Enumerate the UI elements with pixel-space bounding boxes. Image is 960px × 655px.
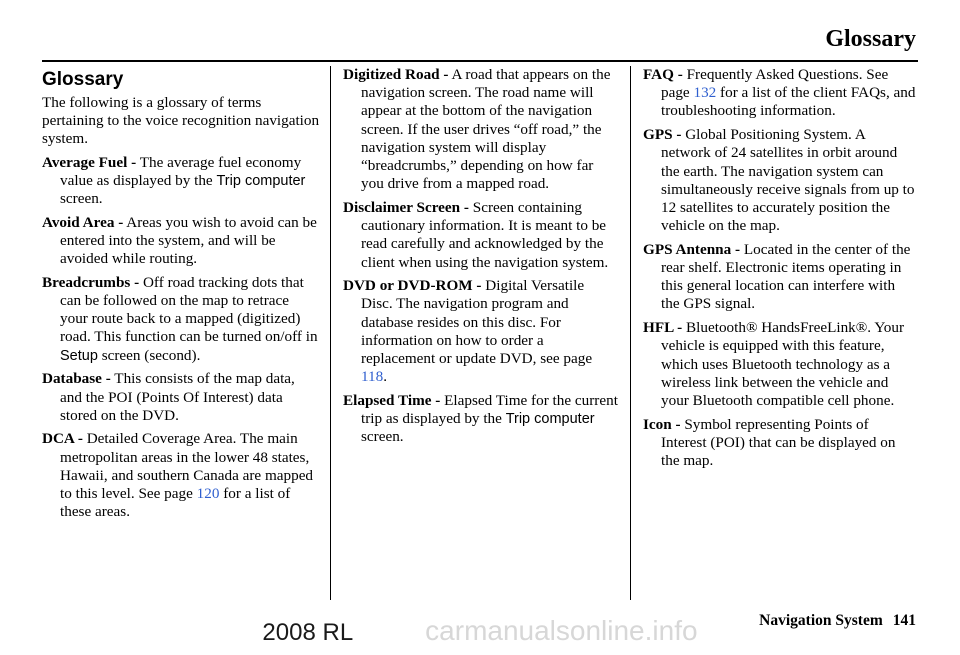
definition: This consists of the map data, and the POI (Points Of Interest) data stored on the DVD. xyxy=(60,370,295,424)
term: DVD or DVD-ROM - xyxy=(343,277,482,295)
page-link[interactable]: 120 xyxy=(196,485,220,503)
definition: A road that appears on the navigation screen. The road name will appear at the bottom of the navigation screen. If the user drives “off road,” the navigation system will display “breadcrumbs,” depending on how far you drive from a mapped road. xyxy=(361,66,611,193)
glossary-entry-faq xyxy=(643,66,917,121)
term: GPS Antenna - xyxy=(643,240,741,258)
watermark-site: carmanualsonline.info xyxy=(425,615,698,646)
definition: screen. xyxy=(60,190,103,208)
definition: The average fuel economy value as displayed by the xyxy=(60,153,302,189)
term: Disclaimer Screen - xyxy=(343,198,469,216)
definition: for a list of these areas. xyxy=(60,485,291,521)
definition: Detailed Coverage Area. The main metropolitan areas in the lower 48 states, Hawaii, and southern Canada are mapped to this level. See page xyxy=(60,430,314,503)
intro-text: The following is a glossary of terms pertaining to the voice recognition navigation system. xyxy=(42,94,320,148)
glossary-entry-hfl xyxy=(643,319,917,410)
term: GPS - xyxy=(643,126,682,144)
column-3 xyxy=(643,66,917,476)
ui-screen-name: Trip computer xyxy=(216,172,306,189)
term: Icon - xyxy=(643,415,681,433)
column-2 xyxy=(343,66,619,452)
glossary-entry-dvd xyxy=(343,277,619,386)
definition: . xyxy=(383,368,388,386)
term: Elapsed Time - xyxy=(343,391,441,409)
definition: Digital Versatile Disc. The navigation program and database resides on this disc. For information on how to order a replacement or update DVD, see page xyxy=(361,277,593,368)
page-link[interactable]: 132 xyxy=(693,84,717,102)
glossary-entry-avoid-area xyxy=(42,214,320,269)
term: Database - xyxy=(42,370,111,388)
glossary-entry-elapsed-time xyxy=(343,392,619,447)
page-title: Glossary xyxy=(825,26,916,52)
page-link[interactable]: 118 xyxy=(361,368,384,386)
definition: Global Positioning System. A network of 24 satellites in orbit around the earth. The navigation system can simultaneously receive signals from up to 12 satellites to accurately position the vehicle on the map. xyxy=(661,126,915,235)
glossary-entry-dca xyxy=(42,430,320,521)
definition: for a list of the client FAQs, and troubleshooting information. xyxy=(661,84,916,120)
glossary-entry-icon xyxy=(643,416,917,471)
column-divider xyxy=(630,66,631,600)
header-rule xyxy=(42,60,918,62)
definition: screen (second). xyxy=(101,346,201,364)
glossary-entry-gps xyxy=(643,126,917,235)
glossary-entry-gps-antenna xyxy=(643,241,917,314)
definition: Located in the center of the rear shelf. Electronic items operating in this general location can interfere with the GPS signal. xyxy=(661,240,911,313)
glossary-entry-average-fuel xyxy=(42,154,320,209)
definition: Elapsed Time for the current trip as displayed by the xyxy=(361,391,618,428)
term: Breadcrumbs - xyxy=(42,273,140,291)
page-number: 141 xyxy=(892,612,916,629)
term: Avoid Area - xyxy=(42,213,124,231)
term: Digitized Road - xyxy=(343,66,449,83)
footer-label: Navigation System xyxy=(759,612,883,629)
definition: Frequently Asked Questions. See page xyxy=(661,66,889,102)
glossary-entry-breadcrumbs xyxy=(42,274,320,365)
watermark xyxy=(0,615,960,647)
term: Average Fuel - xyxy=(42,153,137,171)
section-title: Glossary xyxy=(42,69,124,90)
ui-screen-name: Setup xyxy=(60,347,98,364)
definition: Screen containing cautionary information. It is meant to be read carefully and acknowledged by the client when using the navigation system. xyxy=(361,198,609,271)
definition: Off road tracking dots that can be followed on the map to retrace your route back to a mapped (digitized) road. This function can be turned on/off in xyxy=(60,273,318,346)
definition: Areas you wish to avoid can be entered into the system, and will be avoided while routing. xyxy=(60,213,317,268)
term: HFL - xyxy=(643,319,683,337)
column-1 xyxy=(42,66,320,527)
watermark-model: 2008 RL xyxy=(262,619,354,646)
definition: screen. xyxy=(361,428,404,446)
ui-screen-name: Trip computer xyxy=(505,411,595,428)
glossary-entry-disclaimer-screen xyxy=(343,199,619,272)
glossary-entry-database xyxy=(42,370,320,425)
definition: Symbol representing Points of Interest (POI) that can be displayed on the map. xyxy=(661,415,896,470)
term: FAQ - xyxy=(643,66,683,83)
glossary-entry-digitized-road xyxy=(343,66,619,193)
column-divider xyxy=(330,66,331,600)
term: DCA - xyxy=(42,430,83,448)
definition: Bluetooth® HandsFreeLink®. Your vehicle is equipped with this feature, which uses Bluetooth technology as a wireless link between the vehicle and your Bluetooth compatible cell phone. xyxy=(661,319,905,409)
